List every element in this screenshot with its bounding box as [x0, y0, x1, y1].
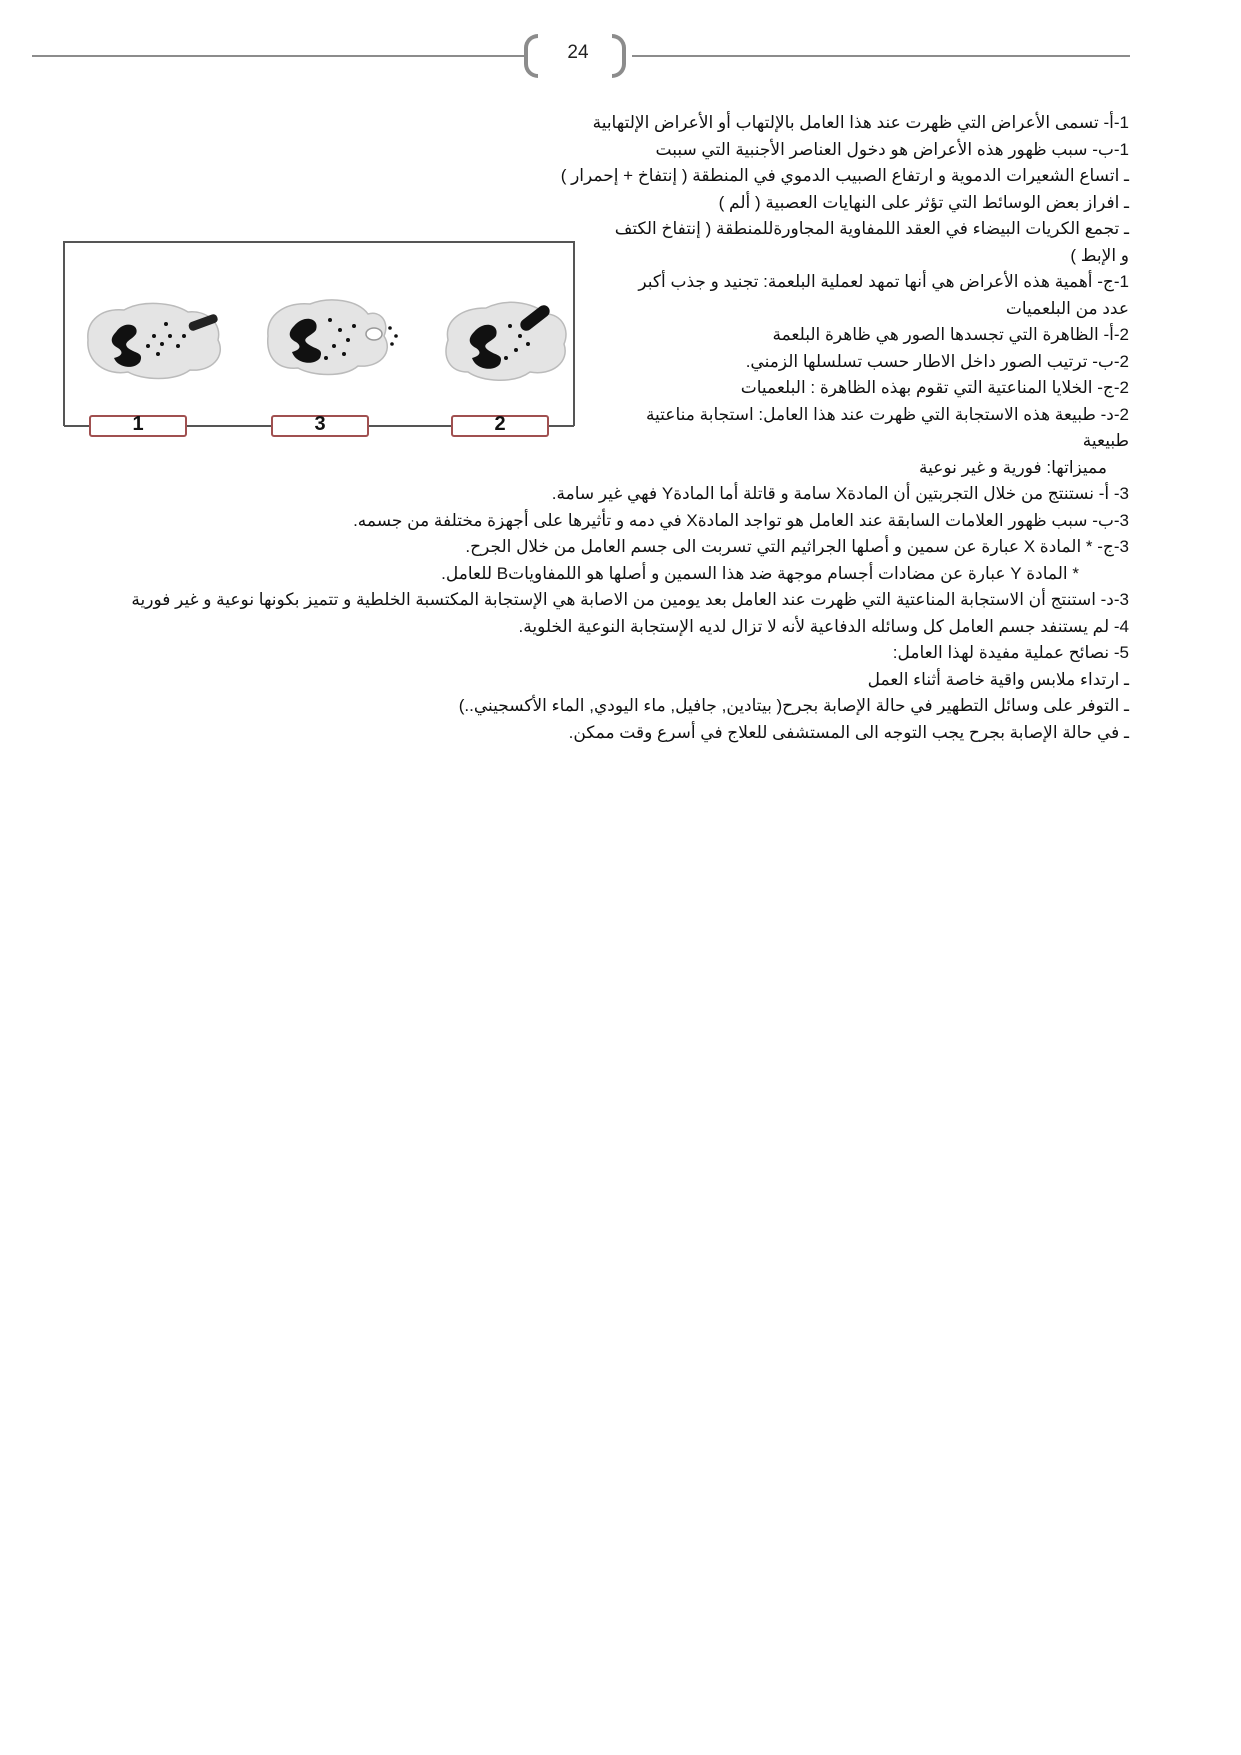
answer-3c-y: * المادة Y عبارة عن مضادات أجسام موجهة ضد هذا السمين و أصلها هو اللمفاويات‌B للعامل.	[441, 563, 1079, 583]
answer-2a: 2-أ- الظاهرة التي تجسدها الصور هي ظاهرة البلعمة	[772, 325, 1129, 344]
answer-3d: 3-د- استنتج أن الاستجابة المناعتية التي ظهرت عند العامل بعد يومين من الاصابة هي الإستجابة المكتسبة الخلطية و تتميز بكونها نوعية و غير فورية	[131, 590, 1129, 609]
answer-5: 5- نصائح عملية مفيدة لهذا العامل:	[892, 643, 1129, 662]
advice-3: ـ في حالة الإصابة بجرح يجب التوجه الى المستشفى للعلاج في أسرع وقت ممكن.	[568, 722, 1129, 742]
figure-label-1: 1	[132, 413, 144, 435]
answer-3c-x: 3-ج- * المادة X عبارة عن سمين و أصلها الجراثيم التي تسربت الى جسم العامل من خلال الجرح.	[465, 537, 1129, 556]
answer-1b: 1-ب- سبب ظهور هذه الأعراض هو دخول العناصر الأجنبية التي سببت	[655, 139, 1129, 159]
answer-2b: 2-ب- ترتيب الصور داخل الاطار حسب تسلسلها الزمني.	[745, 351, 1129, 371]
answer-1b-item-1: ـ اتساع الشعيرات الدموية و ارتفاع الصبيب الدموي في المنطقة ( إنتفاخ + إحمرار )	[560, 166, 1129, 185]
answer-1b-item-2: ـ افراز بعض الوسائط التي تؤثر على النهايات العصبية ( ألم )	[718, 192, 1129, 212]
answer-1c: 1-ج- أهمية هذه الأعراض هي أنها تمهد لعملية البلعمة: تجنيد و جذب أكبر عدد من البلعميات	[638, 272, 1129, 318]
header-bracket-open	[524, 34, 538, 78]
answer-2d: 2-د- طبيعة هذه الاستجابة التي ظهرت عند هذا العامل: استجابة مناعتية طبيعية	[645, 404, 1129, 450]
figure-label-2: 2	[494, 413, 506, 435]
answer-text	[131, 110, 1129, 746]
answer-3b: 3-ب- سبب ظهور العلامات السابقة عند العامل هو تواجد المادةX في دمه و تأثيرها على أجهزة مختلفة من جسمه.	[353, 510, 1129, 530]
answer-3a: 3- أ- نستنتج من خلال التجربتين أن المادةX سامة و قاتلة أما المادةY فهي غير سامة.	[551, 484, 1129, 503]
figure-label-3: 3	[314, 413, 326, 435]
header-bracket-close	[612, 34, 626, 78]
page-header	[0, 0, 1241, 110]
answer-1a: 1-أ- تسمى الأعراض التي ظهرت عند هذا العامل بالإلتهاب أو الأعراض الإلتهابية	[592, 113, 1129, 132]
advice-1: ـ ارتداء ملابس واقية خاصة أثناء العمل	[867, 669, 1129, 689]
advice-2: ـ التوفر على وسائل التطهير في حالة الإصابة بجرح( بيتادين, جافيل, ماء اليودي, الماء الأكسجيني..)	[458, 696, 1129, 715]
page-number: 24	[567, 42, 589, 63]
header-rule-left	[32, 55, 526, 57]
cell-1	[88, 303, 220, 378]
answer-1b-item-3: ـ تجمع الكريات البيضاء في العقد اللمفاوية المجاورةللمنطقة ( إنتفاخ الكتف و الإبط )	[614, 219, 1129, 265]
answer-2d-features: مميزاتها: فورية و غير نوعية	[918, 457, 1107, 477]
answer-2c: 2-ج- الخلايا المناعتية التي تقوم بهذه الظاهرة : البلعميات	[740, 378, 1129, 397]
header-rule-right	[632, 55, 1130, 57]
answer-4: 4- لم يستنفد جسم العامل كل وسائله الدفاعية لأنه لا تزال لديه الإستجابة النوعية الخلوية.	[518, 616, 1129, 636]
